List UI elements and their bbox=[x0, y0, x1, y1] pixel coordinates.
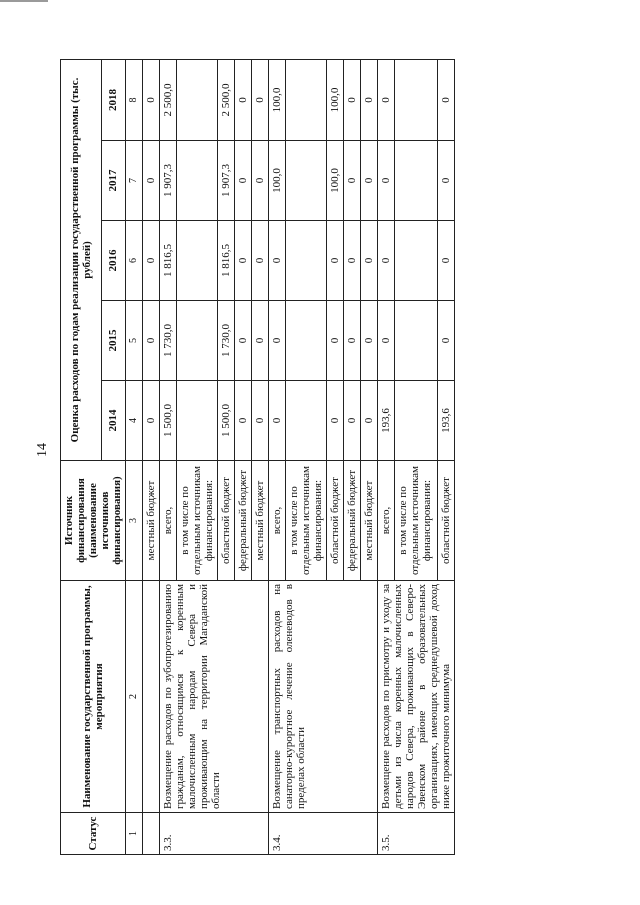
table-row bbox=[160, 59, 177, 854]
top-rule bbox=[0, 0, 48, 2]
measure-name-cell: Возмещение транспортных расходов на санаторно-курортное лечение оленеводов в пределах области bbox=[269, 581, 378, 813]
source-cell: в том числе по отдельным источникам финансирования: bbox=[395, 461, 437, 581]
rotated-table-container bbox=[60, 60, 580, 855]
value-cell: 0 bbox=[327, 301, 344, 381]
status-cell: 3.4. bbox=[269, 813, 378, 855]
source-cell: федеральный бюджет bbox=[235, 461, 252, 581]
index-cell: 7 bbox=[126, 141, 143, 221]
value-cell: 2 500,0 bbox=[218, 59, 235, 140]
name-cell bbox=[143, 581, 160, 813]
status-cell bbox=[143, 813, 160, 855]
header-status: Статус bbox=[61, 813, 126, 855]
value-cell: 0 bbox=[344, 141, 361, 221]
value-cell: 1 816,5 bbox=[160, 221, 177, 301]
value-cell bbox=[286, 301, 327, 381]
value-cell bbox=[177, 301, 218, 381]
header-estimate: Оценка расходов по годам реализации государственной программы (тыс. рублей) bbox=[61, 59, 102, 460]
value-cell bbox=[177, 221, 218, 301]
index-cell: 5 bbox=[126, 301, 143, 381]
value-cell: 0 bbox=[143, 141, 160, 221]
value-cell: 0 bbox=[269, 381, 286, 461]
index-cell: 6 bbox=[126, 221, 143, 301]
value-cell: 1 730,0 bbox=[218, 301, 235, 381]
header-name: Наименование государственной программы, мероприятия bbox=[61, 581, 126, 813]
source-cell: всего, bbox=[160, 461, 177, 581]
source-cell: федеральный бюджет bbox=[344, 461, 361, 581]
table-row bbox=[378, 59, 395, 854]
status-cell: 3.5. bbox=[378, 813, 455, 855]
header-year: 2017 bbox=[101, 141, 125, 221]
value-cell: 193,6 bbox=[437, 381, 454, 461]
value-cell bbox=[286, 59, 327, 140]
value-cell: 0 bbox=[378, 59, 395, 140]
source-cell: областной бюджет bbox=[218, 461, 235, 581]
value-cell: 0 bbox=[378, 221, 395, 301]
header-year: 2018 bbox=[101, 59, 125, 140]
value-cell: 0 bbox=[252, 381, 269, 461]
value-cell: 0 bbox=[361, 381, 378, 461]
value-cell: 0 bbox=[361, 301, 378, 381]
source-cell: областной бюджет bbox=[437, 461, 454, 581]
table-row bbox=[269, 59, 286, 854]
status-cell: 3.3. bbox=[160, 813, 269, 855]
page-number: 14 bbox=[35, 443, 50, 457]
value-cell: 0 bbox=[235, 141, 252, 221]
value-cell: 0 bbox=[437, 301, 454, 381]
value-cell bbox=[286, 381, 327, 461]
index-cell: 8 bbox=[126, 59, 143, 140]
value-cell: 0 bbox=[361, 59, 378, 140]
budget-table bbox=[60, 59, 455, 855]
source-cell: областной бюджет bbox=[327, 461, 344, 581]
index-cell: 2 bbox=[126, 581, 143, 813]
value-cell bbox=[286, 141, 327, 221]
value-cell: 0 bbox=[378, 301, 395, 381]
value-cell bbox=[286, 221, 327, 301]
source-cell: всего, bbox=[269, 461, 286, 581]
value-cell: 0 bbox=[235, 381, 252, 461]
value-cell: 0 bbox=[437, 141, 454, 221]
value-cell: 0 bbox=[361, 221, 378, 301]
index-cell: 4 bbox=[126, 381, 143, 461]
value-cell: 1 500,0 bbox=[160, 381, 177, 461]
measure-name-cell: Возмещение расходов по зубопротезированию гражданам, относящимся к коренным малочисленным народам Севера и проживающим на территории Магаданской области bbox=[160, 581, 269, 813]
value-cell: 0 bbox=[143, 59, 160, 140]
header-year: 2014 bbox=[101, 381, 125, 461]
value-cell bbox=[177, 381, 218, 461]
value-cell: 0 bbox=[143, 381, 160, 461]
value-cell bbox=[395, 221, 437, 301]
value-cell: 0 bbox=[252, 221, 269, 301]
source-cell: в том числе по отдельным источникам финансирования: bbox=[286, 461, 327, 581]
table-row bbox=[143, 59, 160, 854]
value-cell: 100,0 bbox=[327, 141, 344, 221]
header-row bbox=[61, 59, 102, 854]
value-cell: 0 bbox=[269, 221, 286, 301]
index-cell: 3 bbox=[126, 461, 143, 581]
source-cell: местный бюджет bbox=[361, 461, 378, 581]
index-cell: 1 bbox=[126, 813, 143, 855]
value-cell: 0 bbox=[327, 221, 344, 301]
value-cell: 193,6 bbox=[378, 381, 395, 461]
value-cell: 0 bbox=[235, 221, 252, 301]
value-cell bbox=[395, 301, 437, 381]
source-cell: всего, bbox=[378, 461, 395, 581]
value-cell: 1 730,0 bbox=[160, 301, 177, 381]
value-cell: 0 bbox=[378, 141, 395, 221]
value-cell: 0 bbox=[344, 301, 361, 381]
measure-name-cell: Возмещение расходов по присмотру и уходу за детьми из числа коренных малочисленных народов Севера, проживающих в Северо-Эвенском районе в образовательных организациях, имеющих среднедушевой доход ниже прожиточного минимума bbox=[378, 581, 455, 813]
header-source: Источник финансирования (наименование источников финансирования) bbox=[61, 461, 126, 581]
value-cell: 100,0 bbox=[269, 141, 286, 221]
value-cell: 0 bbox=[361, 141, 378, 221]
index-row bbox=[126, 59, 143, 854]
value-cell: 0 bbox=[235, 301, 252, 381]
header-year: 2016 bbox=[101, 221, 125, 301]
header-year: 2015 bbox=[101, 301, 125, 381]
value-cell: 0 bbox=[437, 59, 454, 140]
value-cell: 0 bbox=[143, 301, 160, 381]
value-cell: 0 bbox=[252, 141, 269, 221]
value-cell: 0 bbox=[327, 381, 344, 461]
value-cell: 1 907,3 bbox=[160, 141, 177, 221]
value-cell bbox=[395, 381, 437, 461]
value-cell: 0 bbox=[437, 221, 454, 301]
value-cell bbox=[395, 141, 437, 221]
value-cell: 2 500,0 bbox=[160, 59, 177, 140]
source-cell: местный бюджет bbox=[252, 461, 269, 581]
source-cell: местный бюджет bbox=[143, 461, 160, 581]
value-cell bbox=[177, 141, 218, 221]
source-cell: в том числе по отдельным источникам финансирования: bbox=[177, 461, 218, 581]
value-cell: 100,0 bbox=[327, 59, 344, 140]
value-cell bbox=[395, 59, 437, 140]
value-cell: 100,0 bbox=[269, 59, 286, 140]
value-cell: 0 bbox=[235, 59, 252, 140]
value-cell: 0 bbox=[143, 221, 160, 301]
value-cell: 0 bbox=[252, 59, 269, 140]
value-cell: 0 bbox=[269, 301, 286, 381]
value-cell: 0 bbox=[344, 221, 361, 301]
value-cell: 1 816,5 bbox=[218, 221, 235, 301]
value-cell: 0 bbox=[344, 59, 361, 140]
value-cell: 0 bbox=[252, 301, 269, 381]
value-cell: 1 907,3 bbox=[218, 141, 235, 221]
value-cell: 0 bbox=[344, 381, 361, 461]
value-cell bbox=[177, 59, 218, 140]
value-cell: 1 500,0 bbox=[218, 381, 235, 461]
